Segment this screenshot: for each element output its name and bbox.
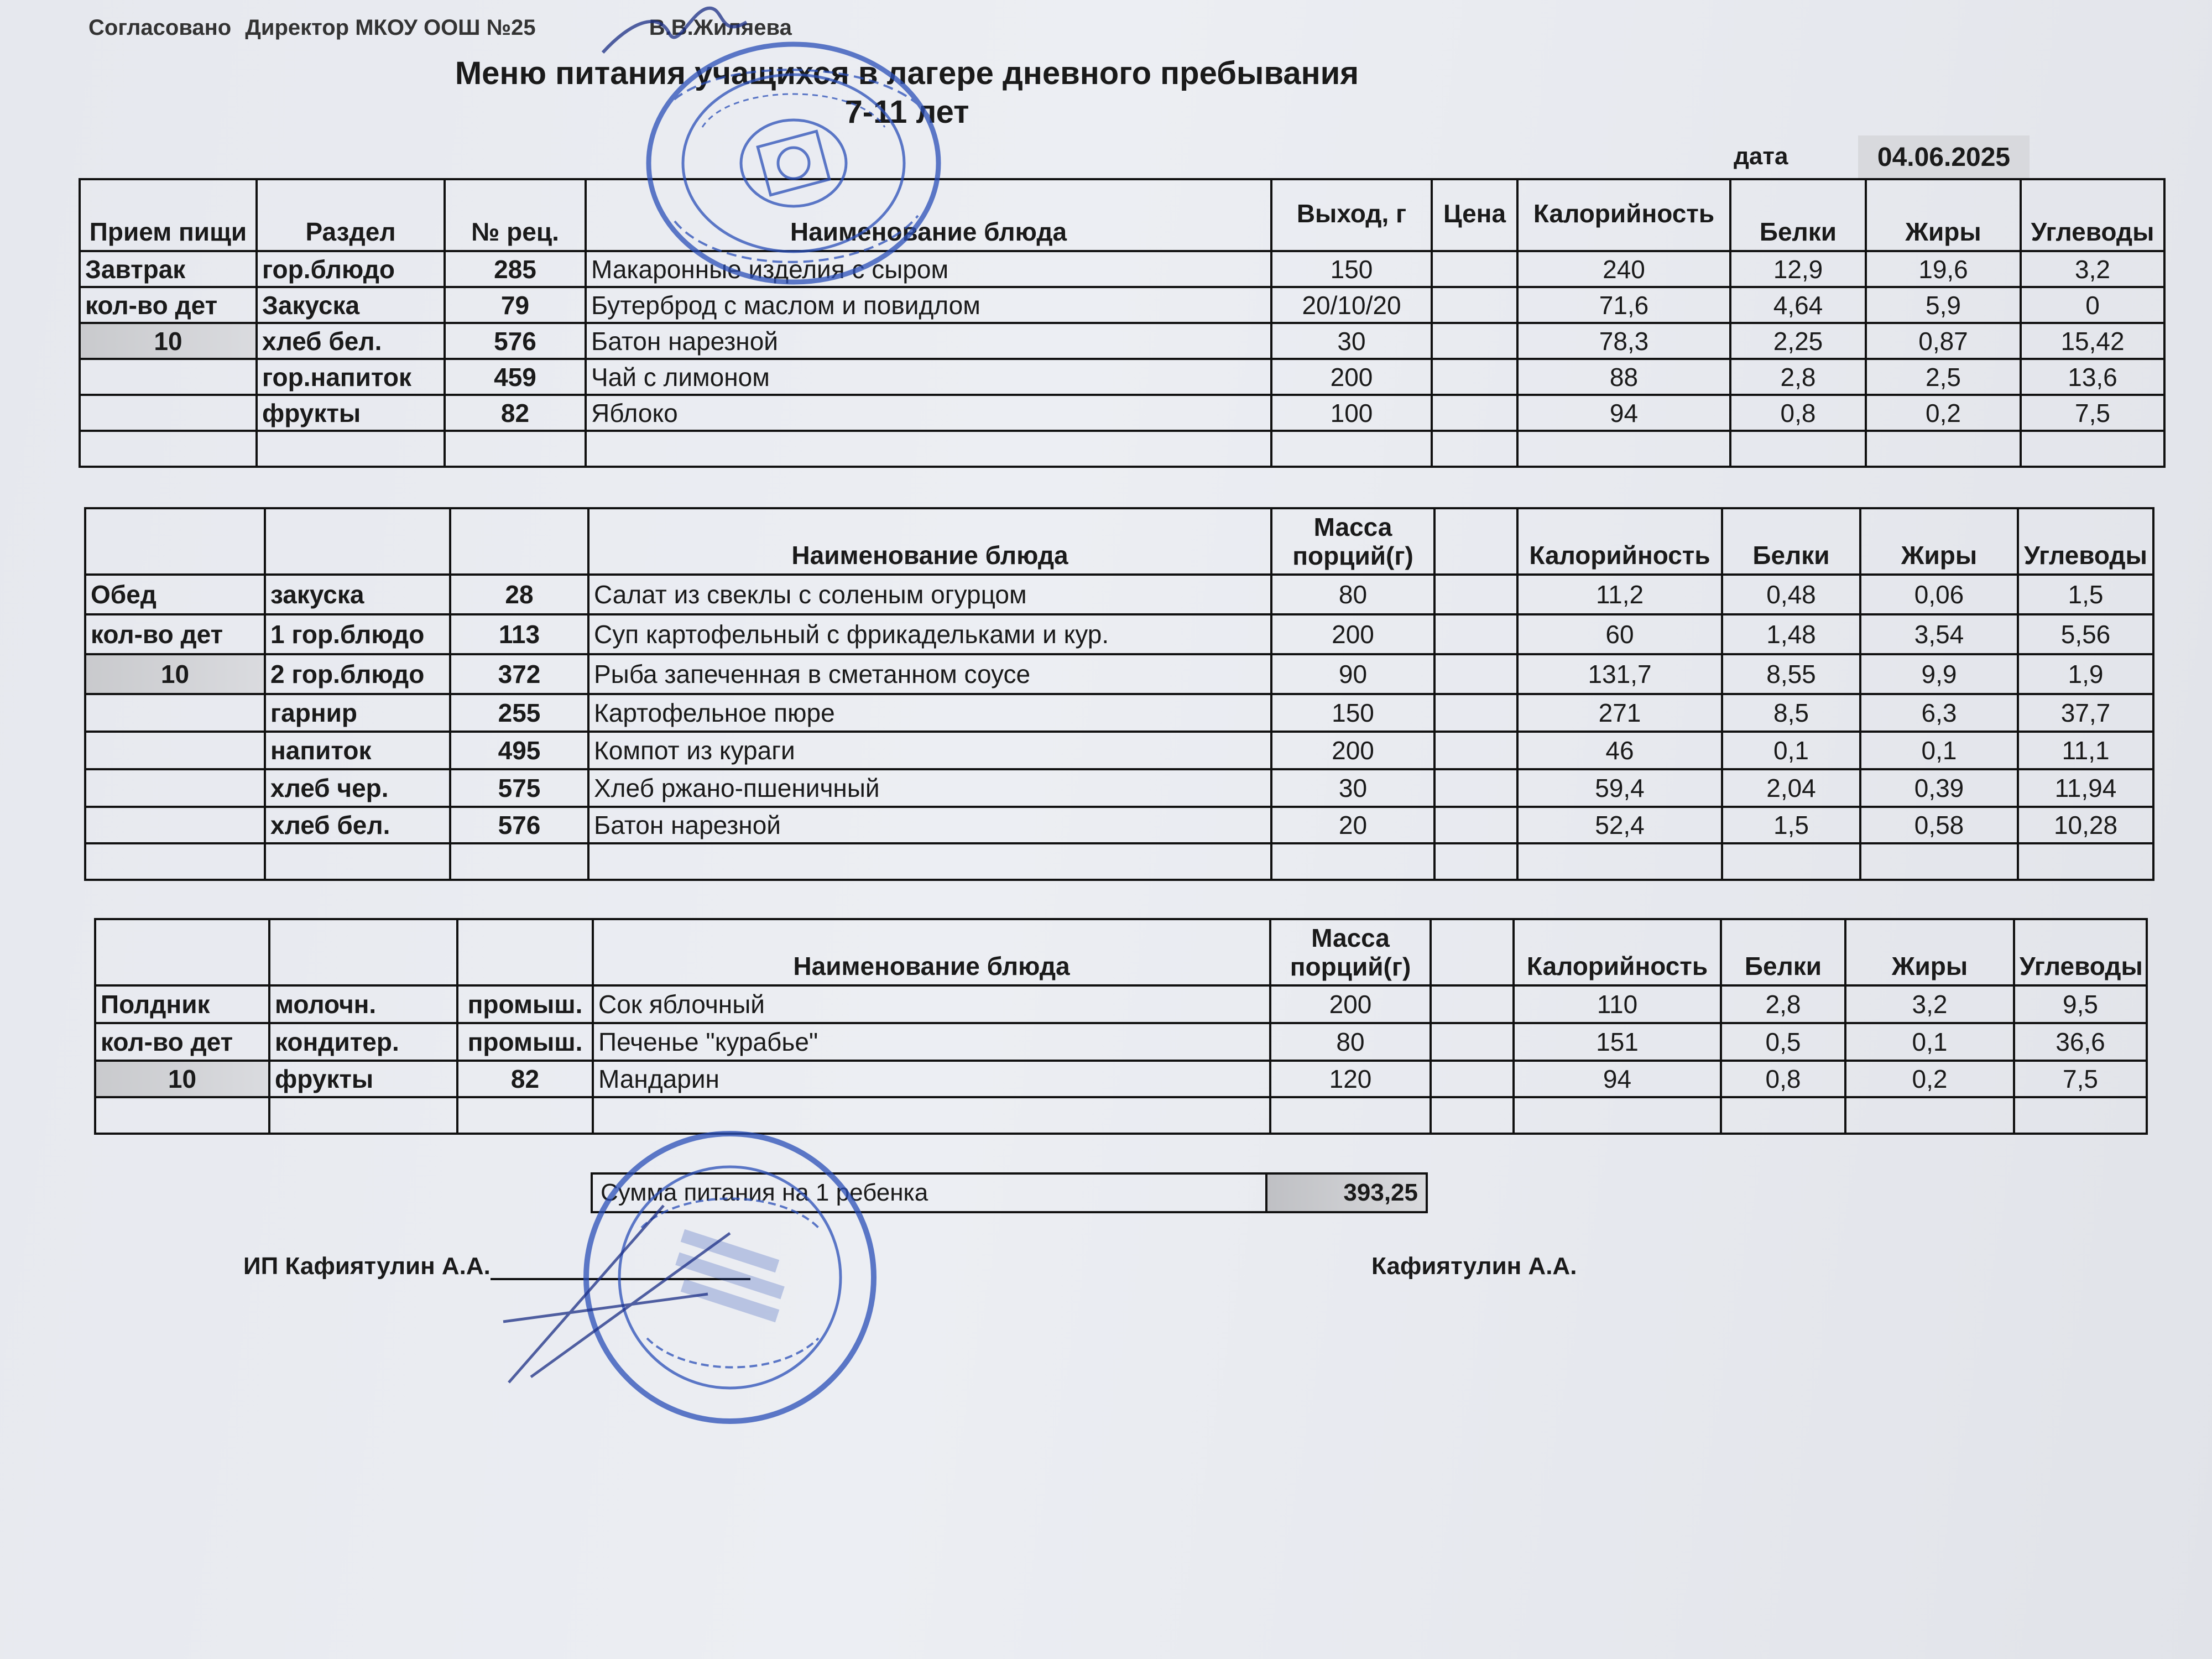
fat-cell: 9,9	[1860, 654, 2018, 694]
carb-cell: 1,5	[2018, 575, 2153, 614]
protein-cell: 0,5	[1721, 1023, 1845, 1061]
empty-row	[95, 1097, 2147, 1134]
table-row	[85, 654, 2153, 694]
section-cell: гарнир	[265, 694, 450, 732]
empty-row	[80, 431, 2164, 467]
table-row	[85, 769, 2153, 807]
dish-cell: Рыба запеченная в сметанном соусе	[588, 654, 1271, 694]
protein-cell: 0,48	[1722, 575, 1860, 614]
table-row	[85, 807, 2153, 843]
title-line-2: 7-11 лет	[844, 94, 969, 130]
section-cell: фрукты	[269, 1061, 457, 1097]
empty-cell	[85, 694, 265, 732]
col-fat: Жиры	[1866, 179, 2021, 251]
col-dish: Наименование блюда	[593, 919, 1270, 985]
fat-cell: 5,9	[1866, 287, 2021, 323]
recipe-cell: 575	[450, 769, 588, 807]
carb-cell: 7,5	[2014, 1061, 2147, 1097]
approval-position: Директор МКОУ ООШ №25	[245, 15, 536, 40]
output-cell: 200	[1270, 985, 1431, 1023]
fat-cell: 6,3	[1860, 694, 2018, 732]
section-cell: закуска	[265, 575, 450, 614]
protein-cell: 8,55	[1722, 654, 1860, 694]
kids-count: 10	[80, 323, 257, 359]
output-cell: 120	[1270, 1061, 1431, 1097]
price-cell	[1431, 1023, 1514, 1061]
table-row	[80, 287, 2164, 323]
protein-cell: 4,64	[1730, 287, 1866, 323]
recipe-cell: промыш.	[457, 985, 593, 1023]
carb-cell: 15,42	[2021, 323, 2164, 359]
fat-cell: 0,1	[1860, 732, 2018, 769]
col-section: Раздел	[257, 179, 445, 251]
dish-cell: Бутерброд с маслом и повидлом	[586, 287, 1271, 323]
col-recipe	[450, 508, 588, 575]
protein-cell: 2,8	[1721, 985, 1845, 1023]
col-protein: Белки	[1722, 508, 1860, 575]
table-row	[95, 1023, 2147, 1061]
kids-label: кол-во дет	[80, 287, 257, 323]
section-cell: Закуска	[257, 287, 445, 323]
dish-cell: Батон нарезной	[588, 807, 1271, 843]
mass-line-2: порций(г)	[1292, 541, 1413, 570]
recipe-cell: 82	[445, 395, 586, 431]
table-row	[85, 575, 2153, 614]
table-row	[80, 323, 2164, 359]
output-cell: 200	[1271, 359, 1432, 395]
price-cell	[1434, 575, 1517, 614]
carb-cell: 9,5	[2014, 985, 2147, 1023]
section-cell: 1 гор.блюдо	[265, 614, 450, 654]
kcal-cell: 88	[1517, 359, 1730, 395]
protein-cell: 1,48	[1722, 614, 1860, 654]
fat-cell: 0,58	[1860, 807, 2018, 843]
fat-cell: 0,1	[1845, 1023, 2014, 1061]
approval-line	[88, 15, 800, 40]
fat-cell: 3,2	[1845, 985, 2014, 1023]
recipe-cell: 28	[450, 575, 588, 614]
summary-row	[592, 1173, 1427, 1212]
recipe-cell: 285	[445, 251, 586, 287]
dish-cell: Макаронные изделия с сыром	[586, 251, 1271, 287]
price-cell	[1434, 769, 1517, 807]
output-cell: 200	[1271, 614, 1434, 654]
dish-cell: Яблоко	[586, 395, 1271, 431]
col-output: Выход, г	[1271, 179, 1432, 251]
col-mass	[1270, 919, 1431, 985]
protein-cell: 0,8	[1730, 395, 1866, 431]
output-cell: 30	[1271, 769, 1434, 807]
protein-cell: 1,5	[1722, 807, 1860, 843]
page-title	[288, 54, 1526, 132]
recipe-cell: 113	[450, 614, 588, 654]
snack-header-row	[95, 919, 2147, 985]
price-cell	[1434, 807, 1517, 843]
breakfast-table	[79, 178, 2166, 468]
carb-cell: 3,2	[2021, 251, 2164, 287]
summary-label: Сумма питания на 1 ребенка	[592, 1173, 1266, 1212]
protein-cell: 2,04	[1722, 769, 1860, 807]
kcal-cell: 94	[1517, 395, 1730, 431]
protein-cell: 12,9	[1730, 251, 1866, 287]
price-cell	[1432, 359, 1517, 395]
table-row	[85, 694, 2153, 732]
col-carb: Углеводы	[2021, 179, 2164, 251]
kids-label: кол-во дет	[85, 614, 265, 654]
section-cell: молочн.	[269, 985, 457, 1023]
kcal-cell: 240	[1517, 251, 1730, 287]
fat-cell: 0,06	[1860, 575, 2018, 614]
col-dish: Наименование блюда	[586, 179, 1271, 251]
kids-count: 10	[95, 1061, 269, 1097]
carb-cell: 1,9	[2018, 654, 2153, 694]
price-cell	[1434, 732, 1517, 769]
protein-cell: 2,25	[1730, 323, 1866, 359]
col-carb: Углеводы	[2014, 919, 2147, 985]
col-protein: Белки	[1730, 179, 1866, 251]
carb-cell: 37,7	[2018, 694, 2153, 732]
protein-cell: 0,8	[1721, 1061, 1845, 1097]
title-line-1: Меню питания учащихся в лагере дневного пребывания	[455, 55, 1359, 91]
price-cell	[1432, 287, 1517, 323]
price-cell	[1432, 251, 1517, 287]
fat-cell: 0,39	[1860, 769, 2018, 807]
table-row	[85, 614, 2153, 654]
kcal-cell: 60	[1517, 614, 1722, 654]
col-section	[269, 919, 457, 985]
dish-cell: Сок яблочный	[593, 985, 1270, 1023]
section-cell: фрукты	[257, 395, 445, 431]
summary-table	[591, 1172, 1428, 1213]
col-meal: Прием пищи	[80, 179, 257, 251]
fat-cell: 0,87	[1866, 323, 2021, 359]
kcal-cell: 271	[1517, 694, 1722, 732]
carb-cell: 11,94	[2018, 769, 2153, 807]
carb-cell: 10,28	[2018, 807, 2153, 843]
signature-left	[243, 1253, 750, 1280]
empty-cell	[85, 769, 265, 807]
signature-left-name: ИП Кафиятулин А.А.	[243, 1253, 491, 1280]
fat-cell: 3,54	[1860, 614, 2018, 654]
mass-line-2: порций(г)	[1290, 952, 1411, 981]
output-cell: 90	[1271, 654, 1434, 694]
lunch-header-row	[85, 508, 2153, 575]
section-cell: гор.блюдо	[257, 251, 445, 287]
price-cell	[1434, 614, 1517, 654]
signature-right: Кафиятулин А.А.	[1371, 1253, 1577, 1280]
output-cell: 30	[1271, 323, 1432, 359]
meal-name: Обед	[85, 575, 265, 614]
dish-cell: Картофельное пюре	[588, 694, 1271, 732]
fat-cell: 19,6	[1866, 251, 2021, 287]
empty-cell	[80, 359, 257, 395]
meal-name: Завтрак	[80, 251, 257, 287]
table-row	[85, 732, 2153, 769]
dish-cell: Салат из свеклы с соленым огурцом	[588, 575, 1271, 614]
dish-cell: Компот из кураги	[588, 732, 1271, 769]
section-cell: 2 гор.блюдо	[265, 654, 450, 694]
col-mass	[1271, 508, 1434, 575]
col-price: Цена	[1432, 179, 1517, 251]
table-row	[80, 251, 2164, 287]
kcal-cell: 131,7	[1517, 654, 1722, 694]
col-carb: Углеводы	[2018, 508, 2153, 575]
output-cell: 100	[1271, 395, 1432, 431]
col-kcal: Калорийность	[1517, 508, 1722, 575]
kids-count: 10	[85, 654, 265, 694]
output-cell: 20	[1271, 807, 1434, 843]
col-meal	[85, 508, 265, 575]
kcal-cell: 46	[1517, 732, 1722, 769]
section-cell: хлеб бел.	[265, 807, 450, 843]
date-label: дата	[1734, 143, 1788, 170]
col-price	[1431, 919, 1514, 985]
recipe-cell: 495	[450, 732, 588, 769]
kcal-cell: 52,4	[1517, 807, 1722, 843]
kcal-cell: 11,2	[1517, 575, 1722, 614]
dish-cell: Печенье "курабье"	[593, 1023, 1270, 1061]
output-cell: 150	[1271, 694, 1434, 732]
carb-cell: 0	[2021, 287, 2164, 323]
table-row	[80, 395, 2164, 431]
signature-line	[491, 1278, 750, 1280]
section-cell: гор.напиток	[257, 359, 445, 395]
protein-cell: 8,5	[1722, 694, 1860, 732]
empty-cell	[85, 732, 265, 769]
carb-cell: 7,5	[2021, 395, 2164, 431]
price-cell	[1431, 985, 1514, 1023]
output-cell: 80	[1271, 575, 1434, 614]
recipe-cell: 79	[445, 287, 586, 323]
fat-cell: 2,5	[1866, 359, 2021, 395]
fat-cell: 0,2	[1866, 395, 2021, 431]
table-row	[95, 985, 2147, 1023]
mass-line-1: Масса	[1313, 513, 1392, 541]
col-section	[265, 508, 450, 575]
recipe-cell: промыш.	[457, 1023, 593, 1061]
output-cell: 20/10/20	[1271, 287, 1432, 323]
output-cell: 200	[1271, 732, 1434, 769]
mass-line-1: Масса	[1311, 924, 1390, 952]
signature-scribble-icon	[498, 1183, 807, 1394]
output-cell: 80	[1270, 1023, 1431, 1061]
kcal-cell: 94	[1514, 1061, 1721, 1097]
section-cell: кондитер.	[269, 1023, 457, 1061]
section-cell: хлеб чер.	[265, 769, 450, 807]
recipe-cell: 255	[450, 694, 588, 732]
price-cell	[1434, 694, 1517, 732]
price-cell	[1432, 395, 1517, 431]
col-price	[1434, 508, 1517, 575]
kcal-cell: 110	[1514, 985, 1721, 1023]
kcal-cell: 71,6	[1517, 287, 1730, 323]
carb-cell: 5,56	[2018, 614, 2153, 654]
empty-cell	[85, 807, 265, 843]
col-recipe	[457, 919, 593, 985]
recipe-cell: 459	[445, 359, 586, 395]
kcal-cell: 151	[1514, 1023, 1721, 1061]
dish-cell: Чай с лимоном	[586, 359, 1271, 395]
col-kcal: Калорийность	[1517, 179, 1730, 251]
date-value: 04.06.2025	[1858, 135, 2030, 179]
lunch-table	[84, 507, 2154, 881]
approval-name: В.В.Жиляева	[649, 15, 792, 40]
dish-cell: Суп картофельный с фрикадельками и кур.	[588, 614, 1271, 654]
empty-row	[85, 843, 2153, 880]
table-row	[95, 1061, 2147, 1097]
carb-cell: 36,6	[2014, 1023, 2147, 1061]
output-cell: 150	[1271, 251, 1432, 287]
dish-cell: Хлеб ржано-пшеничный	[588, 769, 1271, 807]
kcal-cell: 78,3	[1517, 323, 1730, 359]
breakfast-header-row	[80, 179, 2164, 251]
snack-table	[94, 918, 2148, 1135]
price-cell	[1432, 323, 1517, 359]
col-recipe: № рец.	[445, 179, 586, 251]
col-meal	[95, 919, 269, 985]
protein-cell: 0,1	[1722, 732, 1860, 769]
col-kcal: Калорийность	[1514, 919, 1721, 985]
kids-label: кол-во дет	[95, 1023, 269, 1061]
carb-cell: 11,1	[2018, 732, 2153, 769]
section-cell: напиток	[265, 732, 450, 769]
recipe-cell: 82	[457, 1061, 593, 1097]
recipe-cell: 576	[445, 323, 586, 359]
recipe-cell: 372	[450, 654, 588, 694]
dish-cell: Батон нарезной	[586, 323, 1271, 359]
table-row	[80, 359, 2164, 395]
approval-label: Согласовано	[88, 15, 232, 40]
summary-value: 393,25	[1266, 1173, 1427, 1212]
price-cell	[1434, 654, 1517, 694]
recipe-cell: 576	[450, 807, 588, 843]
meal-name: Полдник	[95, 985, 269, 1023]
col-fat: Жиры	[1860, 508, 2018, 575]
col-protein: Белки	[1721, 919, 1845, 985]
protein-cell: 2,8	[1730, 359, 1866, 395]
col-dish: Наименование блюда	[588, 508, 1271, 575]
fat-cell: 0,2	[1845, 1061, 2014, 1097]
col-fat: Жиры	[1845, 919, 2014, 985]
dish-cell: Мандарин	[593, 1061, 1270, 1097]
kcal-cell: 59,4	[1517, 769, 1722, 807]
carb-cell: 13,6	[2021, 359, 2164, 395]
section-cell: хлеб бел.	[257, 323, 445, 359]
empty-cell	[80, 395, 257, 431]
price-cell	[1431, 1061, 1514, 1097]
